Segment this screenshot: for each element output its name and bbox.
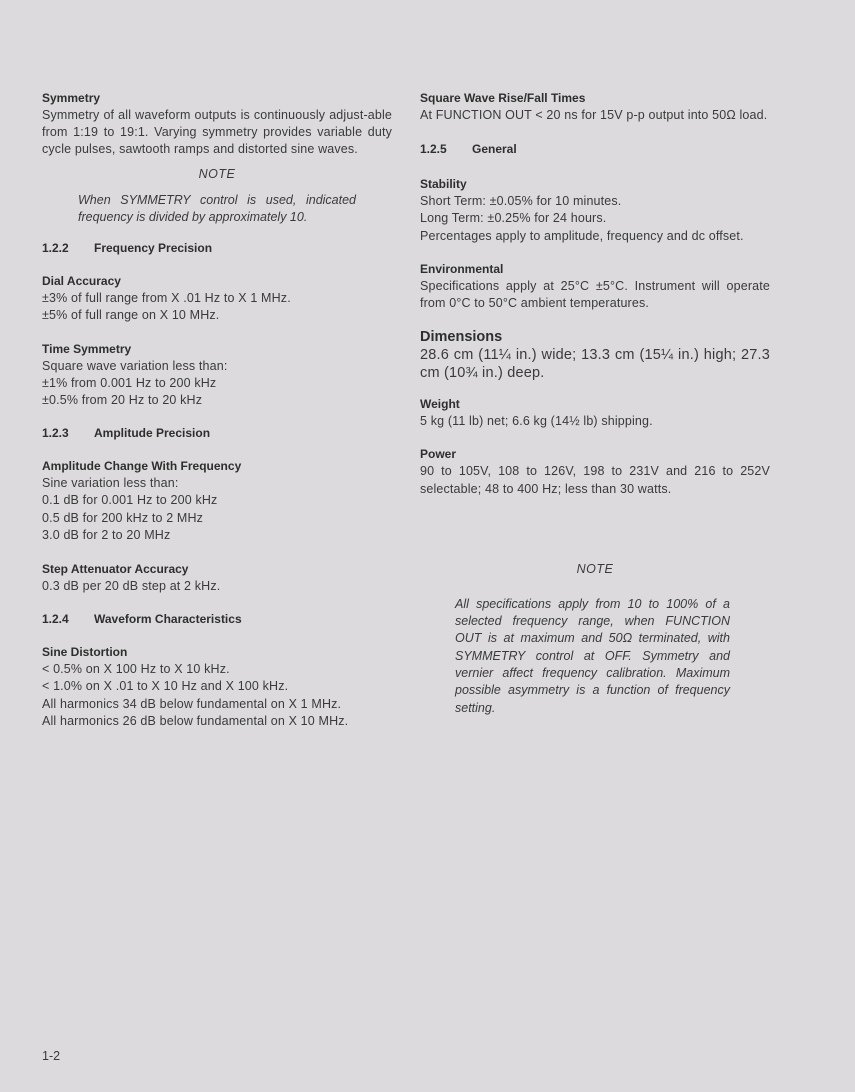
right-column: [420, 90, 770, 717]
dimensions-heading: Dimensions: [420, 329, 503, 346]
time-symmetry-heading: Time Symmetry: [42, 341, 132, 356]
step-attenuator-line: 0.3 dB per 20 dB step at 2 kHz.: [42, 579, 221, 594]
power-heading: Power: [420, 447, 457, 462]
section-1-2-3: [42, 425, 392, 442]
section-number: 1.2.2: [42, 241, 69, 256]
dial-accuracy-heading: Dial Accuracy: [42, 274, 121, 289]
stability-heading: Stability: [420, 177, 467, 192]
page-number: 1-2: [42, 1049, 61, 1063]
stability-line: Short Term: ±0.05% for 10 minutes.: [420, 194, 622, 209]
section-number: 1.2.3: [42, 426, 69, 441]
note-title: NOTE: [576, 561, 614, 576]
note-title: NOTE: [198, 166, 236, 181]
section-title: Amplitude Precision: [94, 426, 211, 441]
time-symmetry-line: ±1% from 0.001 Hz to 200 kHz: [42, 375, 217, 390]
section-title: Waveform Characteristics: [94, 612, 242, 627]
environmental-heading: Environmental: [420, 261, 504, 276]
weight-heading: Weight: [420, 397, 460, 412]
square-wave-heading: Square Wave Rise/Fall Times: [420, 91, 586, 105]
sine-distortion-line: < 1.0% on X .01 to X 10 Hz and X 100 kHz.: [42, 679, 289, 694]
note-text: All specifications apply from 10 to 100% of a selected frequency range, when FUNCTION OUT is at maximum and 50Ω terminated, with SYMMETRY control at OFF. Symmetry and vernier affect frequency calibration. Maximum possible asymmetry is a function of frequency setting.: [455, 596, 730, 715]
dimensions-text: 28.6 cm (11¼ in.) wide; 13.3 cm (15¼ in.) high; 27.3 cm (10¾ in.) deep.: [420, 347, 770, 382]
section-1-2-5: [420, 141, 770, 158]
sine-distortion-heading: Sine Distortion: [42, 645, 128, 660]
sine-distortion-line: All harmonics 34 dB below fundamental on X 1 MHz.: [42, 696, 342, 711]
step-attenuator-heading: Step Attenuator Accuracy: [42, 562, 189, 577]
dial-accuracy-line: ±3% of full range from X .01 Hz to X 1 MHz.: [42, 291, 291, 306]
stability-line: Long Term: ±0.25% for 24 hours.: [420, 211, 607, 226]
symmetry-heading: Symmetry: [42, 91, 101, 105]
square-wave-text: At FUNCTION OUT < 20 ns for 15V p-p output into 50Ω load.: [420, 108, 768, 122]
dial-accuracy-line: ±5% of full range on X 10 MHz.: [42, 308, 220, 323]
left-column: [42, 90, 392, 730]
amplitude-change-line: 3.0 dB for 2 to 20 MHz: [42, 527, 171, 542]
section-title: Frequency Precision: [94, 241, 213, 256]
amplitude-change-line: 0.1 dB for 0.001 Hz to 200 kHz: [42, 493, 218, 508]
amplitude-change-heading: Amplitude Change With Frequency: [42, 459, 242, 474]
time-symmetry-line: ±0.5% from 20 Hz to 20 kHz: [42, 393, 203, 408]
amplitude-change-line: 0.5 dB for 200 kHz to 2 MHz: [42, 510, 204, 525]
section-1-2-2: [42, 240, 392, 257]
time-symmetry-line: Square wave variation less than:: [42, 358, 228, 373]
note-text: When SYMMETRY control is used, indicated frequency is divided by approximately 10.: [78, 192, 356, 224]
section-title: General: [472, 142, 517, 157]
amplitude-change-line: Sine variation less than:: [42, 476, 179, 491]
stability-line: Percentages apply to amplitude, frequency and dc offset.: [420, 228, 744, 243]
sine-distortion-line: All harmonics 26 dB below fundamental on X 10 MHz.: [42, 713, 349, 728]
section-number: 1.2.4: [42, 612, 69, 627]
weight-line: 5 kg (11 lb) net; 6.6 kg (14½ lb) shipping.: [420, 414, 653, 429]
section-number: 1.2.5: [420, 142, 447, 157]
section-1-2-4: [42, 611, 392, 628]
symmetry-text: Symmetry of all waveform outputs is continuously adjust-able from 1:19 to 19:1. Varying symmetry provides variable duty cycle pulses, sawtooth ramps and distorted sine waves.: [42, 108, 392, 157]
power-text: 90 to 105V, 108 to 126V, 198 to 231V and 216 to 252V selectable; 48 to 400 Hz; less than 30 watts.: [420, 464, 770, 496]
environmental-text: Specifications apply at 25°C ±5°C. Instrument will operate from 0°C to 50°C ambient temperatures.: [420, 278, 770, 311]
sine-distortion-line: < 0.5% on X 100 Hz to X 10 kHz.: [42, 662, 230, 677]
